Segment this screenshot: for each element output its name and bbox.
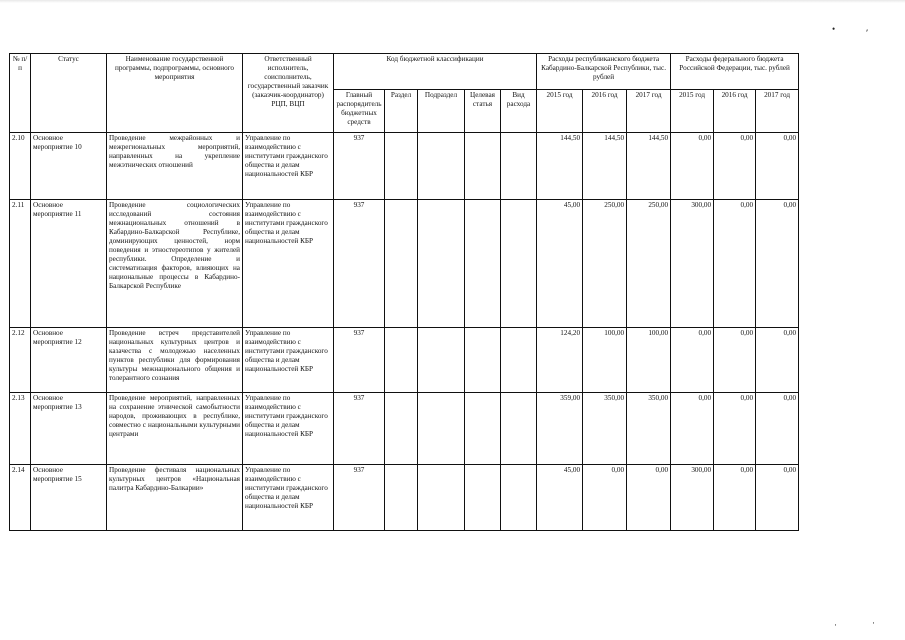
row-name: Проведение фестиваля национальных культурных центров «Национальная палитра Кабардино-Балкарии» (107, 465, 243, 531)
header-fed-2017: 2017 год (756, 90, 799, 133)
header-budget-code: Код бюджетной классификации (334, 54, 537, 90)
row-celevaya (465, 393, 501, 465)
row-razdel (385, 200, 418, 328)
row-executor: Управление по взаимодействию с институтами гражданского общества и делам национальностей КБР (243, 393, 334, 465)
header-razdel: Раздел (385, 90, 418, 133)
header-vid: Вид расхода (501, 90, 537, 133)
row-celevaya (465, 465, 501, 531)
row-no: 2.12 (10, 328, 31, 393)
row-fed-2015: 300,00 (671, 465, 714, 531)
row-rep-2015: 359,00 (537, 393, 583, 465)
row-fed-2016: 0,00 (714, 133, 756, 200)
row-fed-2017: 0,00 (756, 200, 799, 328)
table-row (10, 133, 799, 200)
budget-table (9, 53, 799, 531)
row-rep-2017: 100,00 (627, 328, 671, 393)
row-razdel (385, 133, 418, 200)
row-grbs: 937 (334, 200, 385, 328)
row-rep-2016: 0,00 (583, 465, 627, 531)
row-name: Проведение встреч представителей национальных культурных центров и казачества с молодежью населенных пунктов республики для формирования культуры межнационального общения и толерантного сознания (107, 328, 243, 393)
table-row (10, 200, 799, 328)
row-fed-2017: 0,00 (756, 133, 799, 200)
row-fed-2015: 0,00 (671, 133, 714, 200)
row-fed-2016: 0,00 (714, 393, 756, 465)
row-grbs: 937 (334, 133, 385, 200)
row-razdel (385, 328, 418, 393)
scan-speck: ⸴ (866, 24, 869, 34)
row-fed-2017: 0,00 (756, 393, 799, 465)
row-rep-2016: 350,00 (583, 393, 627, 465)
row-status: Основное мероприятие 12 (31, 328, 107, 393)
row-celevaya (465, 328, 501, 393)
row-status: Основное мероприятие 15 (31, 465, 107, 531)
row-name: Проведение межрайонных и межрегиональных мероприятий, направленных на укрепление межэтнических отношений (107, 133, 243, 200)
row-podrazdel (418, 328, 465, 393)
header-rep-2015: 2015 год (537, 90, 583, 133)
row-no: 2.11 (10, 200, 31, 328)
row-rep-2017: 350,00 (627, 393, 671, 465)
row-fed-2017: 0,00 (756, 328, 799, 393)
header-rep-2016: 2016 год (583, 90, 627, 133)
header-no: № п/п (10, 54, 31, 133)
scan-edge (0, 0, 905, 3)
row-vid (501, 393, 537, 465)
row-vid (501, 465, 537, 531)
header-federal: Расходы федерального бюджета Российской Федерации, тыс. рублей (671, 54, 799, 90)
row-rep-2015: 45,00 (537, 465, 583, 531)
row-rep-2017: 250,00 (627, 200, 671, 328)
row-rep-2016: 144,50 (583, 133, 627, 200)
row-celevaya (465, 200, 501, 328)
header-podrazdel: Подраздел (418, 90, 465, 133)
row-podrazdel (418, 465, 465, 531)
row-podrazdel (418, 393, 465, 465)
header-fed-2016: 2016 год (714, 90, 756, 133)
row-name: Проведение социологических исследований состояния межнациональных отношений в Кабардино-Балкарской Республике, доминирующих ценностей, норм поведения и этностереотипов у жителей республики. Определение и систематизация факторов, влияющих на национальные процессы в Кабардино-Балкарской Республике (107, 200, 243, 328)
header-republic: Расходы республиканского бюджета Кабардино-Балкарской Республики, тыс. рублей (537, 54, 671, 90)
table-row (10, 328, 799, 393)
row-fed-2015: 300,00 (671, 200, 714, 328)
header-fed-2015: 2015 год (671, 90, 714, 133)
header-executor: Ответственный исполнитель, соисполнитель, государственный заказчик (заказчик-координатор) РЦП, ВЦП (243, 54, 334, 133)
row-fed-2015: 0,00 (671, 393, 714, 465)
header-status: Статус (31, 54, 107, 133)
scan-speck: · (834, 620, 837, 630)
row-razdel (385, 393, 418, 465)
scan-speck: • (832, 24, 836, 34)
row-status: Основное мероприятие 13 (31, 393, 107, 465)
row-name: Проведение мероприятий, направленных на сохранение этнической самобытности народов, проживающих в республике, совместно с национальными культурными центрами (107, 393, 243, 465)
row-rep-2015: 144,50 (537, 133, 583, 200)
row-podrazdel (418, 133, 465, 200)
row-no: 2.13 (10, 393, 31, 465)
scan-speck: · (872, 618, 875, 628)
row-fed-2016: 0,00 (714, 465, 756, 531)
row-status: Основное мероприятие 10 (31, 133, 107, 200)
row-rep-2016: 100,00 (583, 328, 627, 393)
row-fed-2017: 0,00 (756, 465, 799, 531)
row-executor: Управление по взаимодействию с институтами гражданского общества и делам национальностей КБР (243, 465, 334, 531)
header-name: Наименование государственной программы, подпрограммы, основного мероприятия (107, 54, 243, 133)
row-executor: Управление по взаимодействию с институтами гражданского общества и делам национальностей КБР (243, 133, 334, 200)
row-executor: Управление по взаимодействию с институтами гражданского общества и делам национальностей КБР (243, 328, 334, 393)
row-rep-2017: 144,50 (627, 133, 671, 200)
row-fed-2015: 0,00 (671, 328, 714, 393)
table-row (10, 465, 799, 531)
row-rep-2016: 250,00 (583, 200, 627, 328)
row-status: Основное мероприятие 11 (31, 200, 107, 328)
row-no: 2.10 (10, 133, 31, 200)
row-rep-2015: 45,00 (537, 200, 583, 328)
row-vid (501, 328, 537, 393)
row-grbs: 937 (334, 393, 385, 465)
header-row-1 (10, 54, 799, 90)
header-rep-2017: 2017 год (627, 90, 671, 133)
header-celevaya: Целевая статья (465, 90, 501, 133)
row-rep-2015: 124,20 (537, 328, 583, 393)
row-rep-2017: 0,00 (627, 465, 671, 531)
row-podrazdel (418, 200, 465, 328)
row-no: 2.14 (10, 465, 31, 531)
table-row (10, 393, 799, 465)
row-razdel (385, 465, 418, 531)
row-fed-2016: 0,00 (714, 328, 756, 393)
row-celevaya (465, 133, 501, 200)
row-vid (501, 200, 537, 328)
row-fed-2016: 0,00 (714, 200, 756, 328)
header-grbs: Главный распорядитель бюджетных средств (334, 90, 385, 133)
row-grbs: 937 (334, 465, 385, 531)
row-grbs: 937 (334, 328, 385, 393)
row-executor: Управление по взаимодействию с институтами гражданского общества и делам национальностей КБР (243, 200, 334, 328)
row-vid (501, 133, 537, 200)
